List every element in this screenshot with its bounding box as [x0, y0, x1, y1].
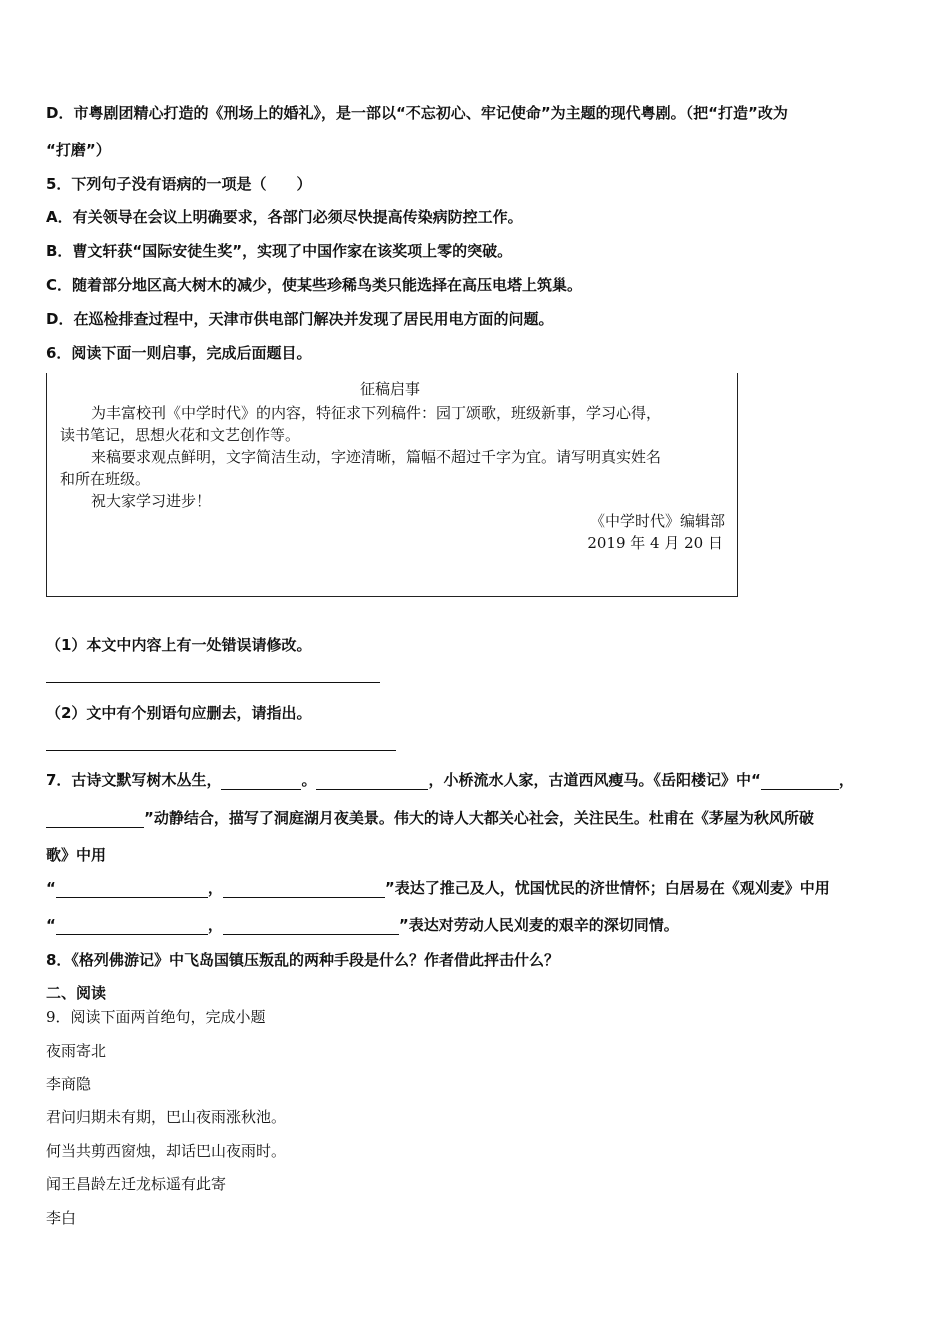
- notice-box: [46, 373, 738, 597]
- q5-option-c: C．随着部分地区高大树木的减少，使某些珍稀鸟类只能选择在高压电塔上筑巢。: [46, 276, 583, 294]
- q7-blank-6[interactable]: [223, 881, 385, 898]
- poem-1-line-1: 君问归期未有期，巴山夜雨涨秋池。: [46, 1108, 287, 1126]
- notice-paragraph-3: 祝大家学习进步！: [91, 492, 212, 510]
- q7-text: “: [46, 879, 56, 897]
- notice-title: 征稿启事: [360, 380, 421, 398]
- q5-stem: 5．下列句子没有语病的一项是（ ）: [46, 175, 312, 193]
- q6-sub-2-answer-line[interactable]: [46, 750, 396, 751]
- q7-line-1: [46, 770, 854, 790]
- q7-text: “: [46, 916, 56, 934]
- q7-blank-7[interactable]: [56, 918, 208, 935]
- q4-option-d: D．市粤剧团精心打造的《刑场上的婚礼》，是一部以“不忘初心、牢记使命”为主题的现代粤剧。（把“打造”改为: [46, 104, 788, 122]
- q7-blank-3[interactable]: [761, 773, 839, 790]
- poem-1-line-2: 何当共剪西窗烛，却话巴山夜雨时。: [46, 1142, 287, 1160]
- q7-blank-5[interactable]: [56, 881, 208, 898]
- q7-text: ，: [207, 916, 223, 934]
- q7-text: ，: [207, 879, 223, 897]
- poem-2-author: 李白: [46, 1209, 77, 1227]
- q7-text: ”动静结合，描写了洞庭湖月夜美景。伟大的诗人大都关心社会，关注民生。杜甫在《茅屋为秋风所破: [144, 809, 814, 827]
- q8-stem: 8．《格列佛游记》中飞岛国镇压叛乱的两种手段是什么？作者借此抨击什么？: [46, 951, 559, 969]
- section-heading: 二、阅读: [46, 984, 107, 1002]
- notice-signature: 《中学时代》编辑部: [589, 512, 725, 530]
- q7-text: 。: [301, 771, 317, 789]
- q5-option-a: A．有关领导在会议上明确要求，各部门必须尽快提高传染病防控工作。: [46, 208, 523, 226]
- q7-blank-4[interactable]: [46, 811, 144, 828]
- poem-2-title: 闻王昌龄左迁龙标遥有此寄: [46, 1175, 227, 1193]
- q7-text: ，: [838, 771, 854, 789]
- q7-line-5: [46, 915, 679, 935]
- q7-blank-8[interactable]: [223, 918, 399, 935]
- q7-line-3: 歌》中用: [46, 846, 107, 864]
- notice-paragraph-2: 来稿要求观点鲜明，文字简洁生动，字迹清晰，篇幅不超过千字为宜。请写明真实姓名: [91, 448, 662, 466]
- q5-option-d: D．在巡检排查过程中，天津市供电部门解决并发现了居民用电方面的问题。: [46, 310, 554, 328]
- notice-paragraph-1-cont: 读书笔记，思想火花和文艺创作等。: [60, 426, 301, 444]
- q7-text: ”表达了推己及人，忧国忧民的济世情怀；白居易在《观刈麦》中用: [384, 879, 830, 897]
- q9-stem: 9．阅读下面两首绝句，完成小题: [46, 1008, 266, 1026]
- q7-text: 7．古诗文默写树木丛生，: [46, 771, 222, 789]
- q6-sub-1: （1）本文中内容上有一处错误请修改。: [46, 636, 312, 654]
- q7-text: ”表达对劳动人民刈麦的艰辛的深切同情。: [398, 916, 679, 934]
- q6-sub-2: （2）文中有个别语句应删去，请指出。: [46, 704, 312, 722]
- notice-date: 2019 年 4 月 20 日: [587, 534, 723, 552]
- q6-sub-1-answer-line[interactable]: [46, 682, 380, 683]
- notice-paragraph-2-cont: 和所在班级。: [60, 470, 151, 488]
- q6-stem: 6．阅读下面一则启事，完成后面题目。: [46, 344, 312, 362]
- q7-line-2: [46, 808, 814, 828]
- poem-1-title: 夜雨寄北: [46, 1042, 107, 1060]
- q7-line-4: [46, 878, 830, 898]
- q5-option-b: B．曹文轩获“国际安徒生奖”，实现了中国作家在该奖项上零的突破。: [46, 242, 513, 260]
- q7-blank-1[interactable]: [221, 773, 301, 790]
- q4-option-d-cont: “打磨”）: [46, 141, 111, 159]
- poem-1-author: 李商隐: [46, 1075, 92, 1093]
- notice-paragraph-1: 为丰富校刊《中学时代》的内容，特征求下列稿件：园丁颂歌，班级新事，学习心得，: [91, 404, 662, 422]
- q7-text: ，小桥流水人家，古道西风瘦马。《岳阳楼记》中“: [428, 771, 761, 789]
- q7-blank-2[interactable]: [316, 773, 428, 790]
